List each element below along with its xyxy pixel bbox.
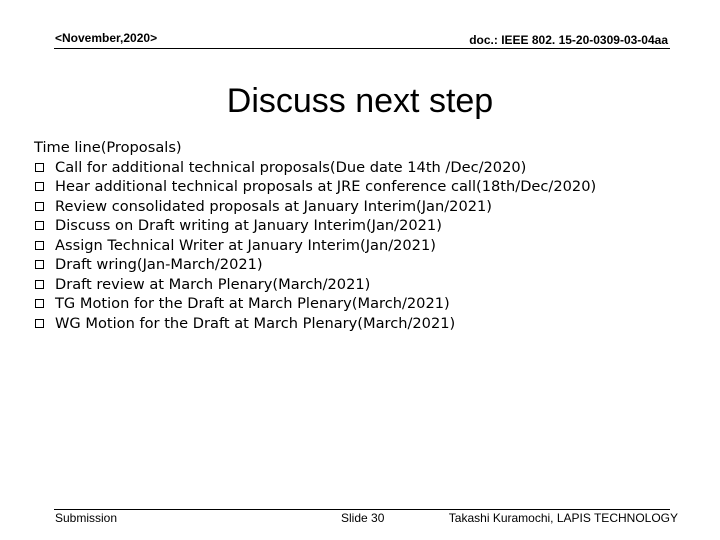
slide-body [34, 138, 700, 333]
footer-author: Takashi Kuramochi, LAPIS TECHNOLOGY [448, 511, 678, 525]
checkbox-bullet-icon [35, 221, 44, 230]
list-item-text: Review consolidated proposals at January Interim(Jan/2021) [55, 197, 492, 215]
footer-slide-number: Slide 30 [341, 511, 385, 525]
list-item-text: Hear additional technical proposals at JRE conference call(18th/Dec/2020) [55, 178, 597, 195]
list-item [34, 236, 700, 256]
checkbox-bullet-icon [35, 163, 44, 172]
list-item-text: Assign Technical Writer at January Interim(Jan/2021) [55, 236, 436, 254]
list-item-text: TG Motion for the Draft at March Plenary(March/2021) [55, 295, 450, 312]
checkbox-bullet-icon [35, 299, 44, 308]
list-item-text: Call for additional technical proposals(Due date 14th /Dec/2020) [55, 158, 527, 176]
list-item-text: WG Motion for the Draft at March Plenary(March/2021) [55, 314, 456, 332]
list-item [34, 314, 700, 334]
timeline-list [34, 158, 700, 334]
list-item-text: Draft wring(Jan-March/2021) [55, 256, 263, 273]
list-item-text: Discuss on Draft writing at January Interim(Jan/2021) [55, 217, 442, 234]
list-item [34, 294, 700, 314]
header-doc-id: doc.: IEEE 802. 15-20-0309-03-04aa [469, 33, 668, 47]
checkbox-bullet-icon [35, 182, 44, 191]
header-date: <November,2020> [55, 31, 158, 45]
checkbox-bullet-icon [35, 260, 44, 269]
checkbox-bullet-icon [35, 202, 44, 211]
footer-divider [54, 509, 670, 510]
footer-submission: Submission [55, 511, 118, 525]
list-item [34, 158, 700, 178]
slide-title: Discuss next step [226, 82, 494, 120]
checkbox-bullet-icon [35, 280, 44, 289]
list-item [34, 216, 700, 236]
checkbox-bullet-icon [35, 241, 44, 250]
timeline-heading: Time line(Proposals) [34, 139, 182, 156]
list-item [34, 177, 700, 197]
list-item [34, 275, 700, 295]
checkbox-bullet-icon [35, 319, 44, 328]
header-divider [54, 48, 670, 49]
list-item [34, 197, 700, 217]
list-item [34, 255, 700, 275]
list-item-text: Draft review at March Plenary(March/2021) [55, 275, 371, 293]
